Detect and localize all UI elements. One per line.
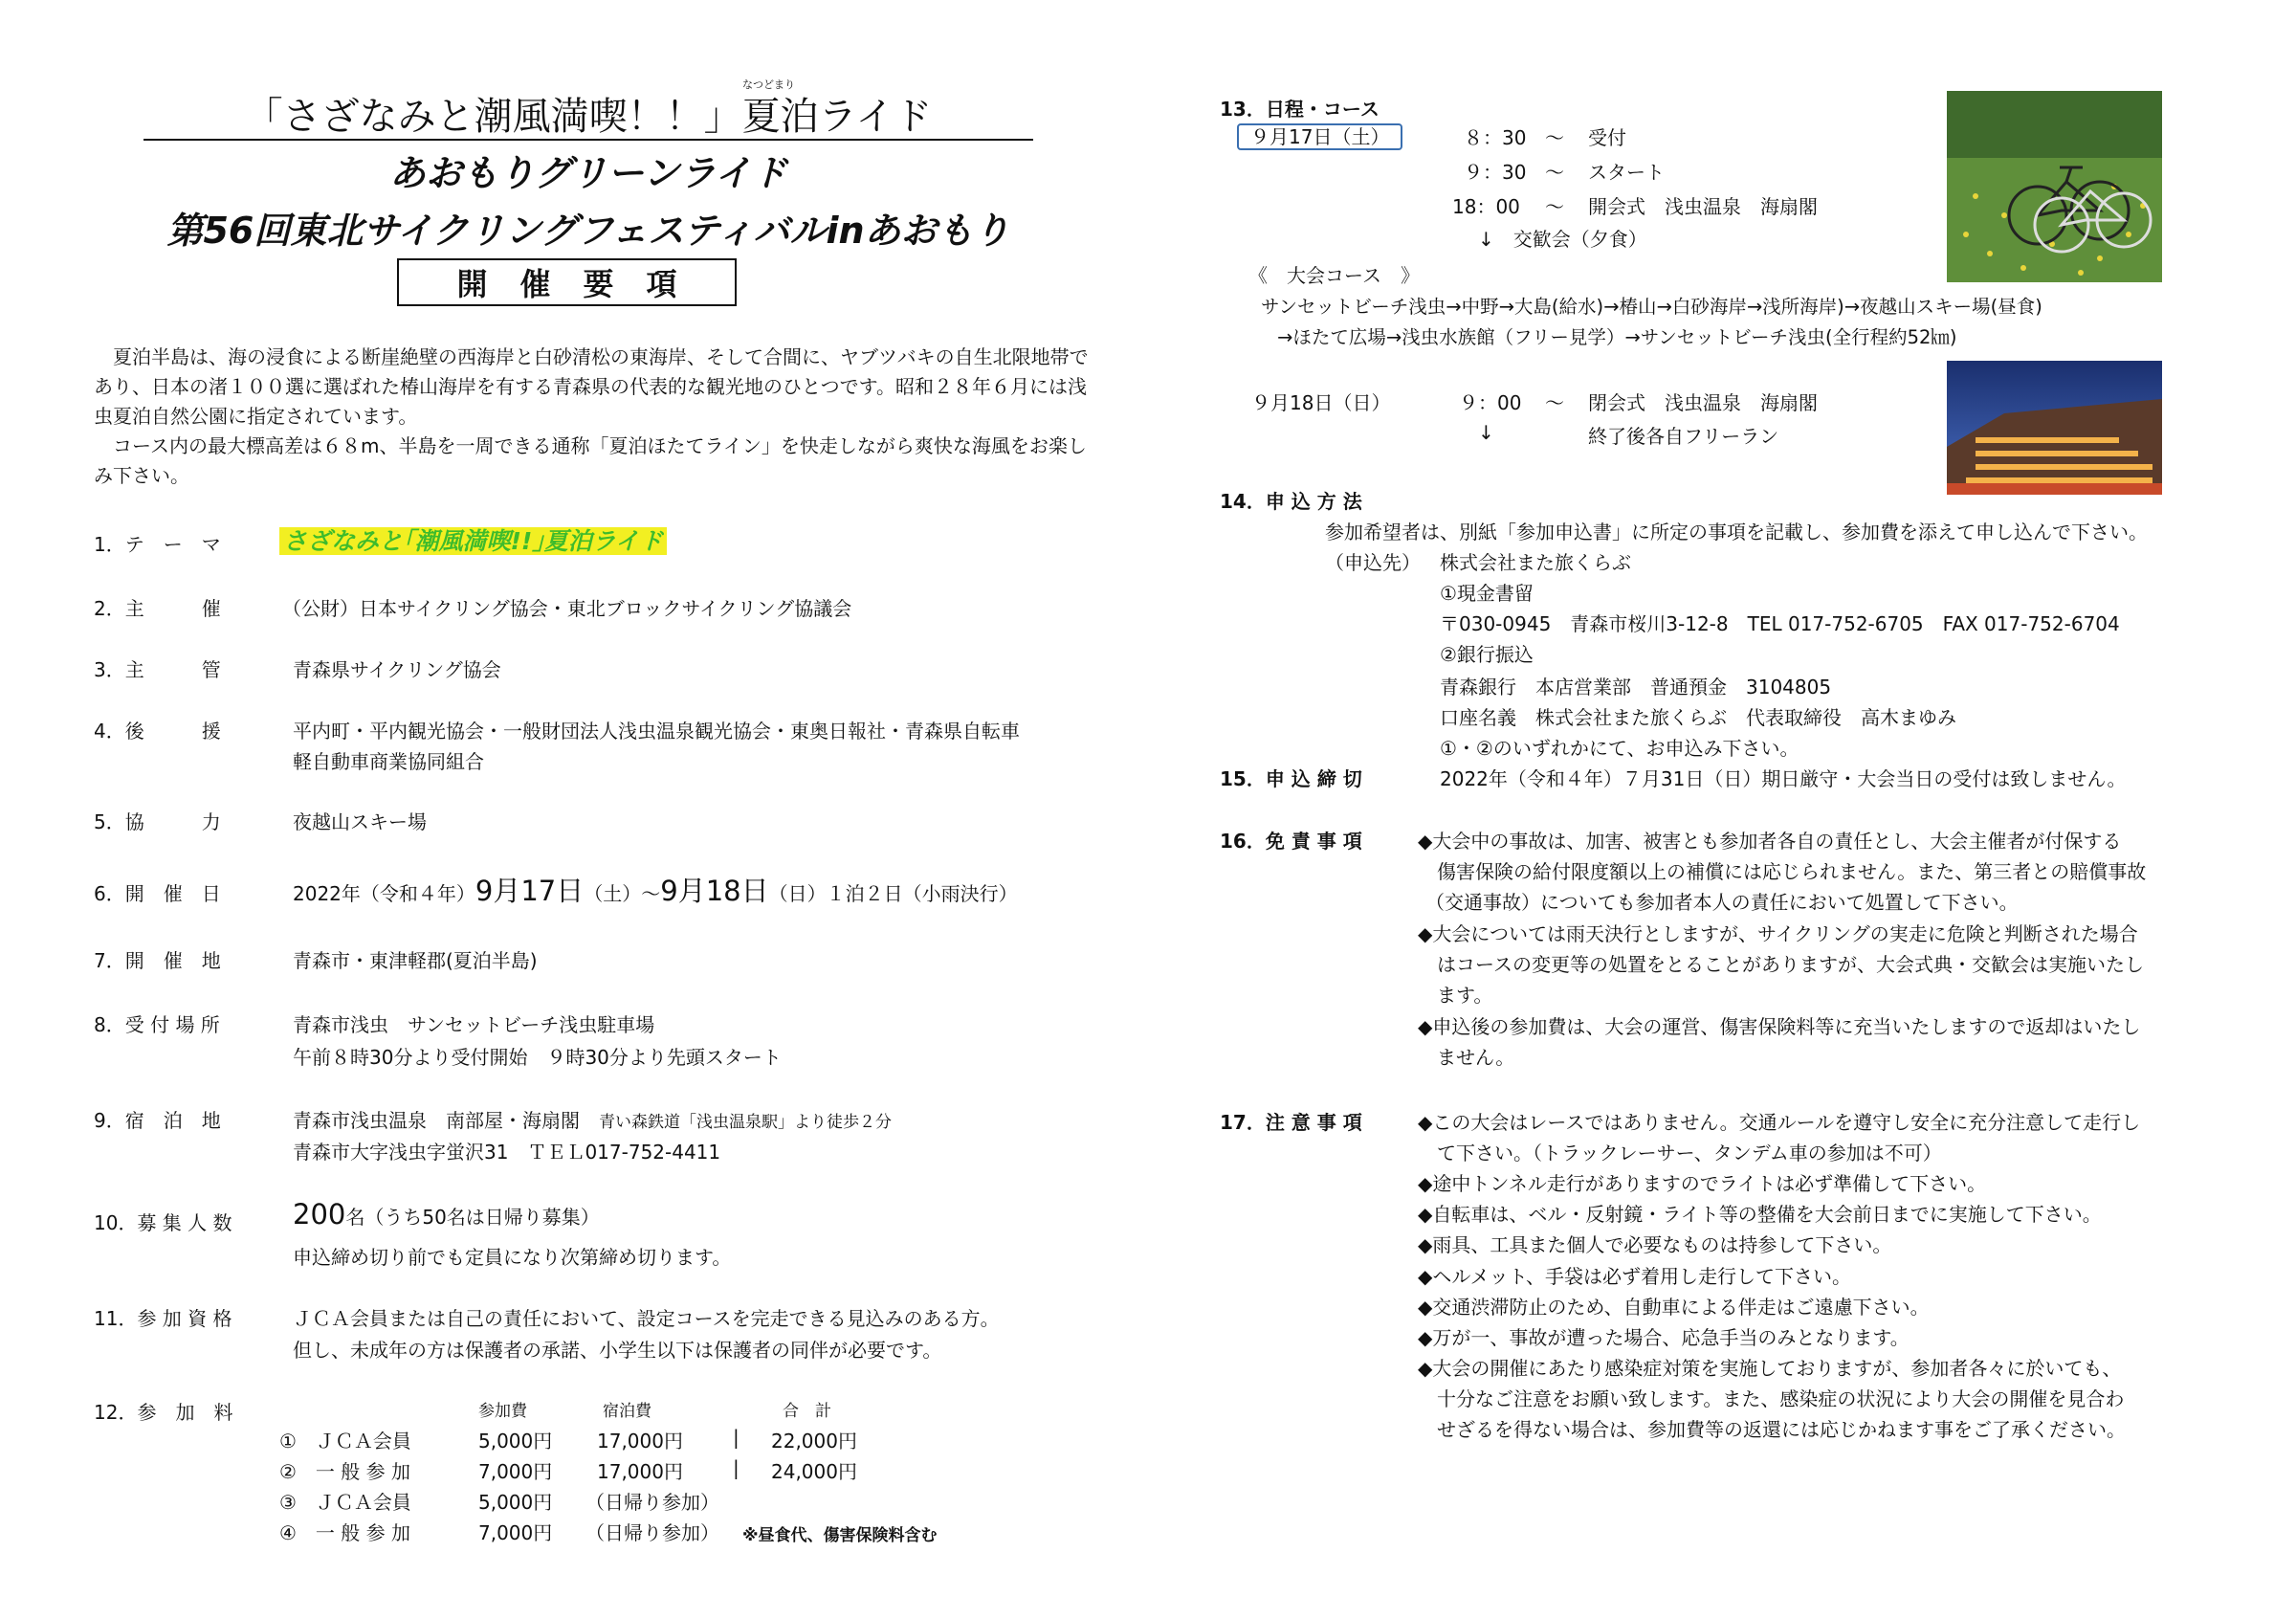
fee-row-total: 24,000円: [771, 1460, 857, 1483]
hotel-photo: [1947, 361, 2162, 495]
apply-destination-label: （申込先）: [1325, 551, 1421, 574]
section-16-title: 16．免 責 事 項: [1220, 830, 1362, 853]
course-title: 《 大会コース 》: [1248, 264, 1420, 287]
fee-row-lodging: （日帰り参加）: [585, 1521, 719, 1544]
item-2-value: （公財）日本サイクリング協会・東北ブロックサイクリング協議会: [282, 597, 852, 620]
item-6-label: 6．開 催 日: [94, 882, 221, 905]
capacity-tail: 名（うち50名は日帰り募集）: [345, 1206, 600, 1229]
fee-note: ※昼食代、傷害保険料含む: [742, 1526, 938, 1545]
title-main-text: 「さざなみと潮風満喫！！」夏泊ライド: [244, 95, 933, 139]
item-10-line-2: 申込締め切り前でも定員になり次第締め切ります。: [293, 1246, 732, 1269]
item-4-line-1: 平内町・平内観光協会・一般財団法人浅虫温泉観光協会・東奥日報社・青森県自転車: [293, 720, 1020, 743]
intro-paragraph-2: コース内の最大標高差は６８m、半島を一周できる通称「夏泊ほたてライン」を快走しながら爽快な海風をお楽しみ下さい。: [94, 434, 1087, 487]
section-14-title: 14．申 込 方 法: [1220, 490, 1362, 513]
item-8-line-2: 午前８時30分より受付開始 ９時30分より先頭スタート: [293, 1046, 782, 1069]
notice-line: ◆雨具、工具また個人で必要なものは持参して下さい。: [1418, 1233, 1892, 1256]
hotel-name: 青森市浅虫温泉 南部屋・海扇閣: [293, 1109, 580, 1132]
sched-time: ９：30: [1464, 161, 1527, 184]
fee-row-separator: |: [733, 1456, 740, 1479]
sched-time: ８：30: [1464, 126, 1527, 149]
disclaimer-line: ◆申込後の参加費は、大会の運営、傷害保険料等に充当いたしますので返却はいたし: [1418, 1015, 2141, 1038]
item-8-line-1: 青森市浅虫 サンセットビーチ浅虫駐車場: [293, 1013, 655, 1036]
disclaimer-line: ます。: [1418, 984, 1493, 1007]
disclaimer-line: ません。: [1418, 1046, 1515, 1069]
item-7-value: 青森市・東津軽郡(夏泊半島): [293, 949, 538, 972]
sched-after-day2: 終了後各自フリーラン: [1588, 425, 1779, 448]
fee-header-total: 合 計: [783, 1402, 831, 1421]
bicycles-photo: [1947, 91, 2162, 282]
section-17-title: 17．注 意 事 項: [1220, 1111, 1362, 1134]
fee-row-fee: 7,000円: [478, 1521, 553, 1544]
title-ruby: なつどまり: [742, 78, 795, 91]
sched-sep: ～: [1545, 161, 1564, 184]
notice-line: ◆途中トンネル走行がありますのでライトは必ず準備して下さい。: [1418, 1172, 1987, 1195]
end-date: 9月18日: [660, 875, 769, 907]
day-1-date-box: ９月17日（土）: [1237, 123, 1402, 150]
intro-paragraph-1: 夏泊半島は、海の浸食による断崖絶壁の西海岸と白砂清松の東海岸、そして合間に、ヤブツバキの自生北限地帯であり、日本の渚１００選に選ばれた椿山海岸を有する青森県の代表的な観光地のひとつです。昭和２８年６月には浅虫夏泊自然公園に指定されています。: [94, 345, 1089, 428]
sched-sep: ～: [1545, 126, 1564, 149]
notice-line: ◆自転車は、ベル・反射鏡・ライト等の整備を大会前日までに実施して下さい。: [1418, 1203, 2102, 1226]
section-15-title: 15．申 込 締 切: [1220, 767, 1362, 790]
fee-row-separator: |: [733, 1426, 740, 1449]
fee-row-fee: 7,000円: [478, 1460, 553, 1483]
page-title: [144, 78, 1033, 141]
sched-text: 開会式 浅虫温泉 海扇閣: [1588, 195, 1818, 218]
notice-line: ◆大会の開催にあたり感染症対策を実施しておりますが、参加者各々に於いても、: [1418, 1357, 2122, 1380]
section-13-title: 13．日程・コース: [1220, 98, 1380, 121]
disclaimer-line: （交通事故）についても参加者本人の責任において処置して下さい。: [1425, 891, 2019, 914]
notice-line: ◆この大会はレースではありません。交通ルールを遵守し安全に充分注意して走行し: [1418, 1111, 2141, 1134]
date-mid: （土）～: [584, 882, 661, 905]
sched-after-arrow: ↓: [1478, 421, 1494, 444]
item-11-line-1: ＪＣＡ会員または自己の責任において、設定コースを完走できる見込みのある方。: [293, 1307, 1000, 1330]
notice-line: ◆交通渋滞防止のため、自動車による伴走はご遠慮下さい。: [1418, 1296, 1930, 1319]
fee-row-label: ③ ＪＣＡ会員: [279, 1491, 411, 1514]
item-9-label: 9．宿 泊 地: [94, 1109, 221, 1132]
apply-instruction: 参加希望者は、別紙「参加申込書」に所定の事項を記載し、参加費を添えて申し込んで下さい。: [1325, 521, 2148, 543]
course-line-2: →ほたて広場→浅虫水族館（フリー見学）→サンセットビーチ浅虫(全行程約52㎞): [1277, 326, 1957, 348]
item-9-line-1: [293, 1105, 892, 1133]
day-2-date: ９月18日（日）: [1251, 391, 1391, 414]
item-3-value: 青森県サイクリング協会: [293, 658, 501, 681]
item-6-value: [293, 870, 1018, 909]
course-line-1: サンセットビーチ浅虫→中野→大島(給水)→椿山→白砂海岸→浅所海岸)→夜越山スキー場(昼食): [1261, 296, 2042, 318]
disclaimer-line: はコースの変更等の処置をとることがありますが、大会式典・交歓会は実施いたし: [1418, 953, 2144, 976]
account-holder: 口座名義 株式会社また旅くらぶ 代表取締役 高木まゆみ: [1440, 706, 1956, 729]
fee-row-fee: 5,000円: [478, 1491, 553, 1514]
start-date: 9月17日: [475, 875, 585, 907]
boxed-heading: 開催要項: [397, 258, 737, 306]
disclaimer-line: 傷害保険の給付限度額以上の補償には応じられません。また、第三者との賠償事故: [1418, 860, 2147, 883]
subtitle-festival: 第56回東北サイクリングフェスティバルinあおもり: [166, 210, 1010, 252]
bank-account: 青森銀行 本店営業部 普通預金 3104805: [1440, 676, 1832, 699]
item-11-line-2: 但し、未成年の方は保護者の承諾、小学生以下は保護者の同伴が必要です。: [293, 1339, 942, 1362]
item-4-line-2: 軽自動車商業協同組合: [293, 750, 484, 773]
method-1: ①現金書留: [1440, 582, 1534, 605]
method-2: ②銀行振込: [1440, 643, 1534, 666]
fee-row-label: ① ＪＣＡ会員: [279, 1430, 411, 1453]
fee-row-lodging: 17,000円: [597, 1430, 683, 1453]
fee-row-label: ② 一 般 参 加: [279, 1460, 411, 1483]
notice-line: て下さい。（トラックレーサー、タンデム車の参加は不可）: [1418, 1142, 1942, 1164]
fee-row-lodging: （日帰り参加）: [585, 1491, 719, 1514]
sched-sep: ～: [1545, 391, 1564, 414]
apply-either: ①・②のいずれかにて、お申込み下さい。: [1440, 737, 1799, 760]
subtitle-green-ride: あおもりグリーンライド: [388, 152, 788, 194]
disclaimer-line: ◆大会中の事故は、加害、被害とも参加者各自の責任とし、大会主催者が付保する: [1418, 830, 2122, 853]
disclaimer-line: ◆大会については雨天決行としますが、サイクリングの実走に危険と判断された場合: [1418, 922, 2138, 945]
fee-row-label: ④ 一 般 参 加: [279, 1521, 411, 1544]
item-9-line-2: 青森市大字浅虫字蛍沢31 ＴＥＬ017-752-4411: [293, 1141, 721, 1164]
fee-row-lodging: 17,000円: [597, 1460, 683, 1483]
item-11-label: 11．参 加 資 格: [94, 1307, 232, 1330]
date-prefix: 2022年（令和４年）: [293, 882, 475, 905]
notice-line: せざるを得ない場合は、参加費等の返還には応じかねます事をご了承ください。: [1418, 1418, 2126, 1441]
item-10-line-1: [293, 1198, 600, 1231]
notice-line: 十分なご注意をお願い致します。また、感染症の状況により大会の開催を見合わ: [1418, 1387, 2125, 1410]
item-12-label: 12．参 加 料: [94, 1401, 233, 1424]
notice-line: ◆ヘルメット、手袋は必ず着用し走行して下さい。: [1418, 1265, 1851, 1288]
item-3-label: 3．主 管: [94, 658, 221, 681]
apply-destination: 株式会社また旅くらぶ: [1440, 551, 1631, 574]
sched-text: スタート: [1588, 161, 1665, 184]
item-2-label: 2．主 催: [94, 597, 221, 620]
sched-text: 閉会式 浅虫温泉 海扇閣: [1588, 391, 1818, 414]
title-underline: [144, 139, 1033, 141]
item-8-label: 8．受 付 場 所: [94, 1013, 220, 1036]
fee-header-participation: 参加費: [478, 1402, 527, 1421]
theme-highlight: さざなみと｢潮風満喫!!｣夏泊ライド: [279, 527, 667, 555]
item-5-label: 5．協 力: [94, 810, 221, 833]
fee-row-fee: 5,000円: [478, 1430, 553, 1453]
date-suffix: （日）１泊２日（小雨決行）: [768, 882, 1018, 905]
sched-after-day1: ↓ 交歓会（夕食）: [1478, 228, 1647, 251]
deadline-text: 2022年（令和４年）７月31日（日）期日厳守・大会当日の受付は致しません。: [1440, 767, 2127, 790]
fee-header-lodging: 宿泊費: [603, 1402, 651, 1421]
item-10-label: 10．募 集 人 数: [94, 1211, 232, 1234]
notice-line: ◆万が一、事故が遭った場合、応急手当のみとなります。: [1418, 1326, 1910, 1349]
item-7-label: 7．開 催 地: [94, 949, 221, 972]
item-4-label: 4．後 援: [94, 720, 221, 743]
sched-sep: ～: [1545, 195, 1564, 218]
method-1-address: 〒030-0945 青森市桜川3-12-8 TEL 017-752-6705 FAX 017-752-6704: [1440, 612, 2120, 635]
sched-time: 18：00: [1452, 195, 1520, 218]
hotel-access: 青い森鉄道「浅虫温泉駅」より徒歩２分: [599, 1113, 892, 1132]
fee-row-total: 22,000円: [771, 1430, 857, 1453]
sched-time: ９：00: [1459, 391, 1522, 414]
item-5-value: 夜越山スキー場: [293, 810, 427, 833]
sched-text: 受付: [1588, 126, 1626, 149]
item-1-label: 1．テ ー マ: [94, 533, 221, 556]
capacity-number: 200: [293, 1198, 346, 1231]
